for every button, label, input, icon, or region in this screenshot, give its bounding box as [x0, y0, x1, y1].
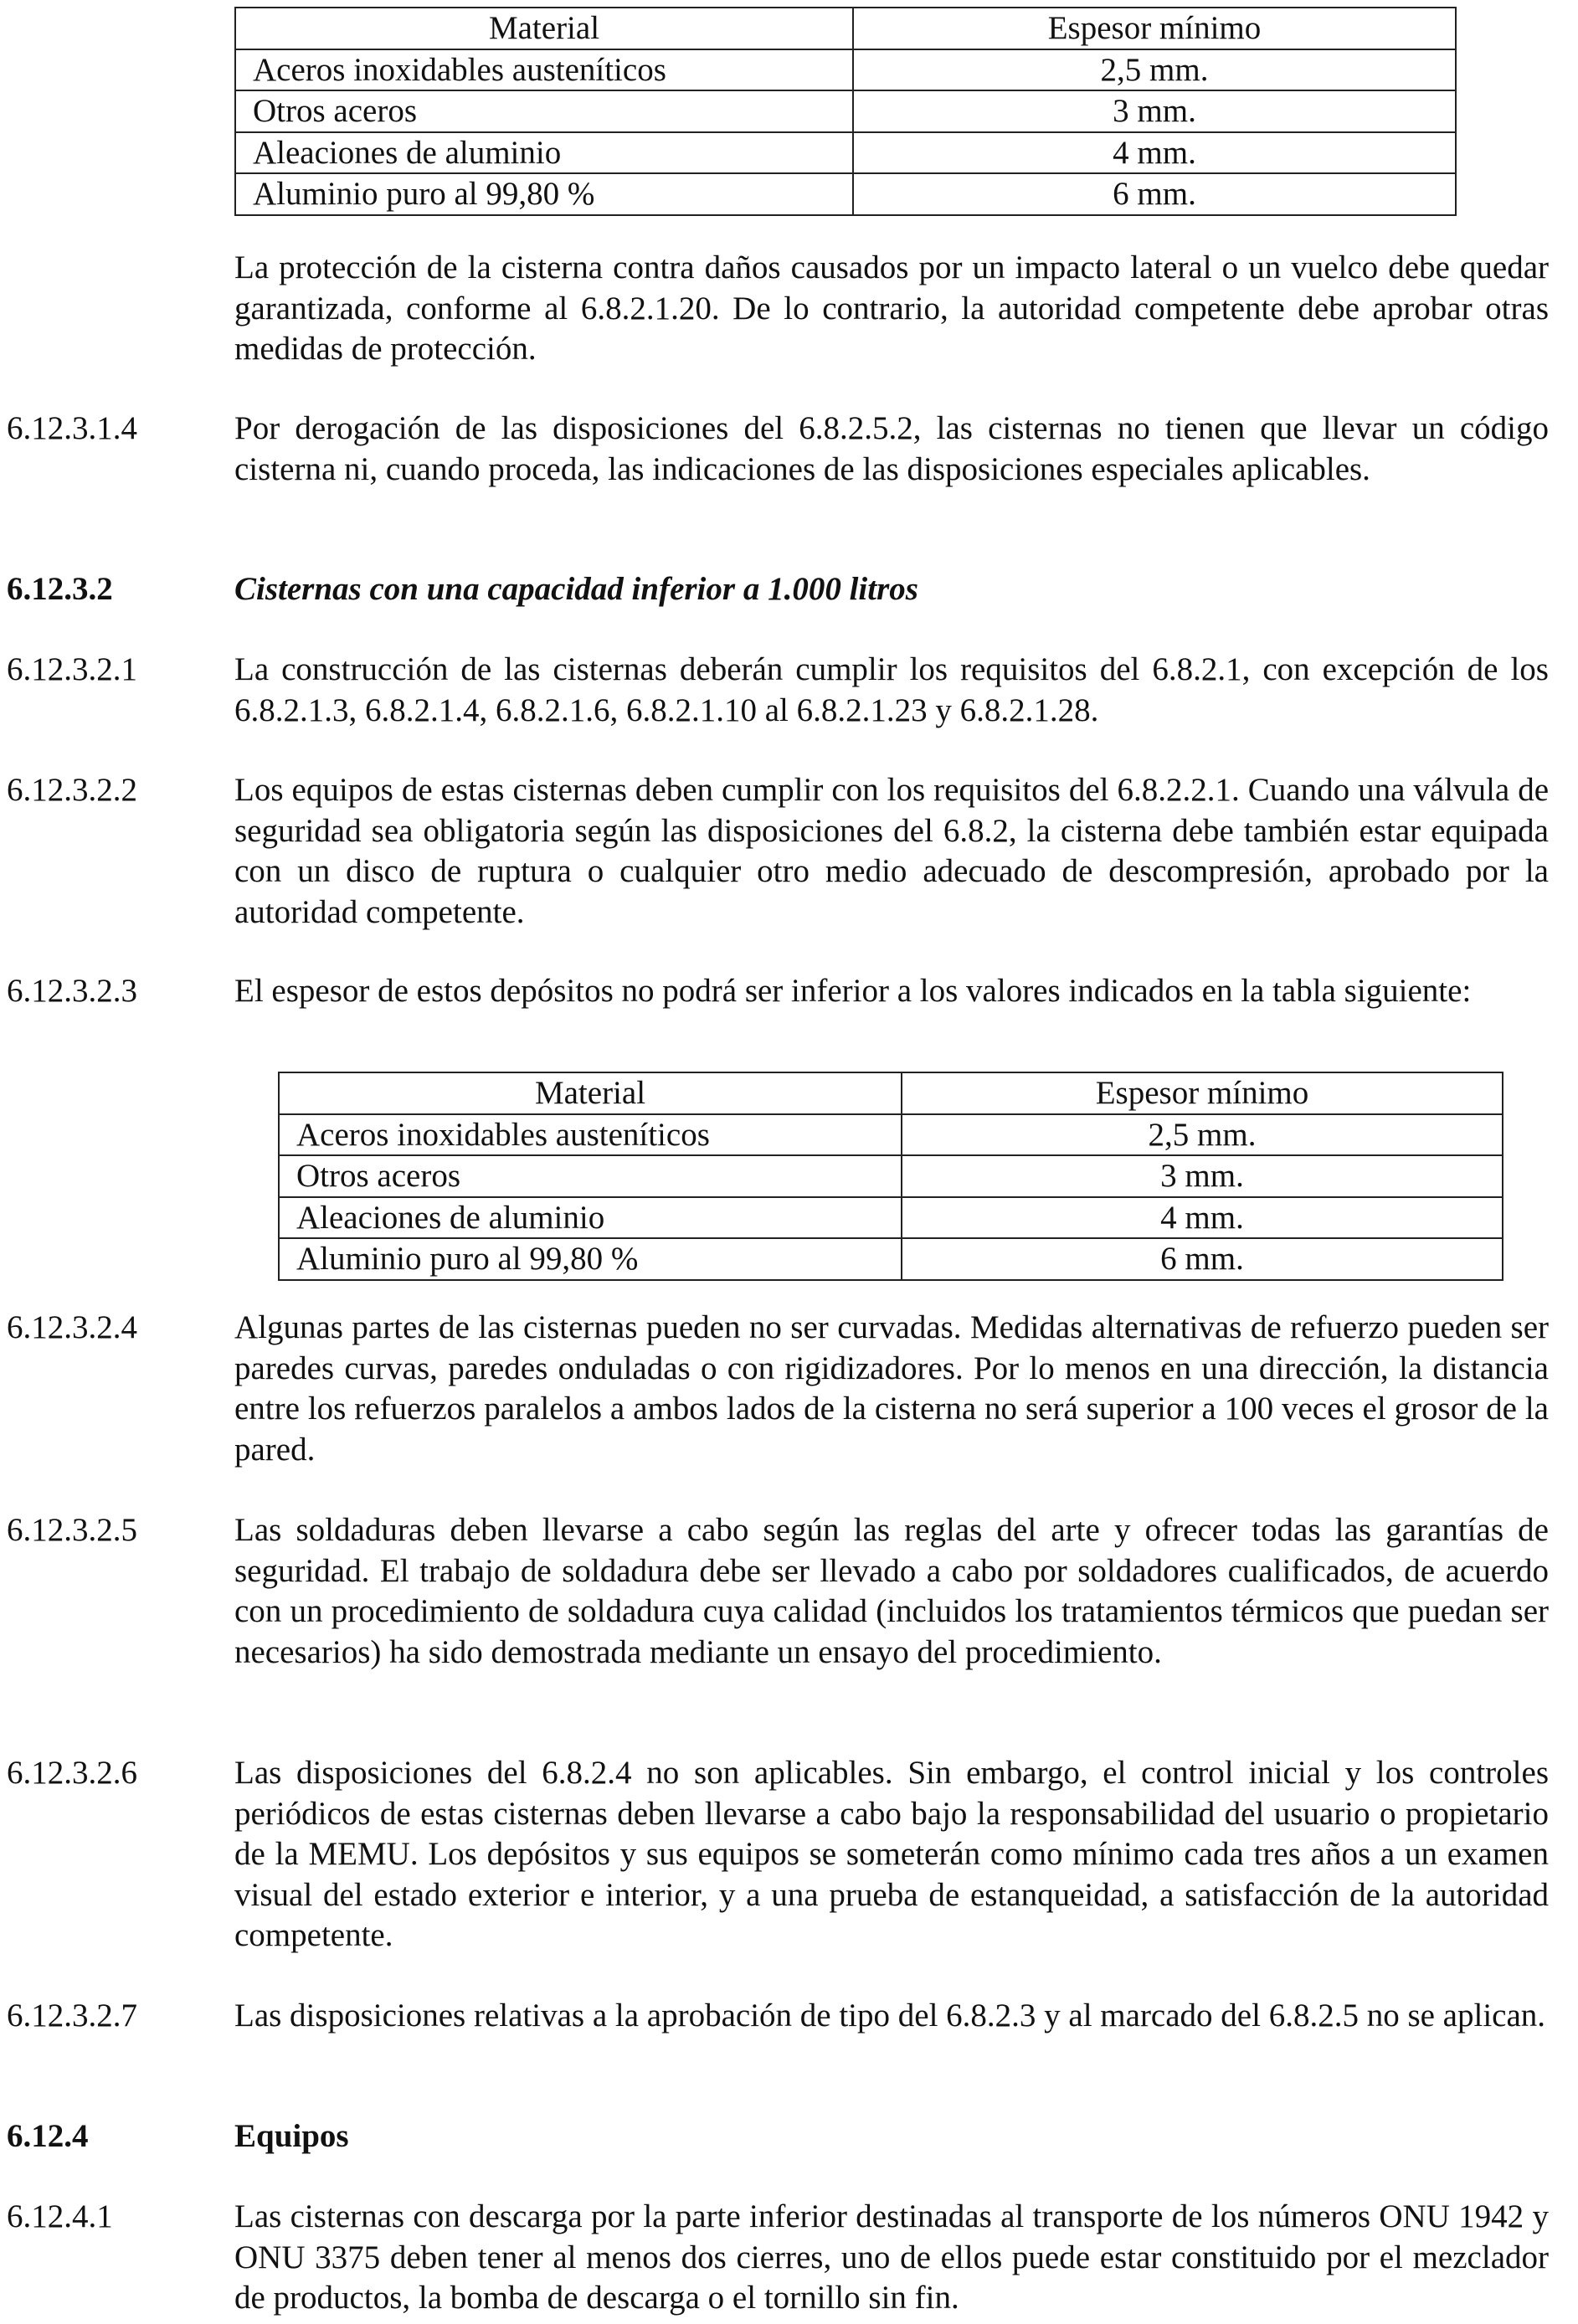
- paragraph-text: Las disposiciones del 6.8.2.4 no son aplicables. Sin embargo, el control inicial y los controles periódicos de estas cisternas deben llevarse a cabo bajo la responsabilidad del usuario o propietario de la MEMU. Los depósitos y sus equipos se someterán como mínimo cada tres años a un examen visual del estado exterior e interior, y a una prueba de estanqueidad, a satisfacción de la autoridad competente.: [234, 1755, 1549, 1953]
- table-header-cell: Espesor mínimo: [853, 8, 1456, 49]
- table-cell: Aceros inoxidables austeníticos: [235, 49, 853, 91]
- table-header-cell: Material: [279, 1072, 902, 1114]
- table-cell: Aleaciones de aluminio: [235, 132, 853, 174]
- section-number: 6.12.3.2.1: [7, 651, 137, 687]
- paragraph-text: Las cisternas con descarga por la parte inferior destinadas al transporte de los números ONU 1942 y ONU 3375 deben tener al menos dos cierres, uno de ellos puede estar constituido por el mezclador de productos, la bomba de descarga o el tornillo sin fin.: [234, 2198, 1549, 2316]
- section-title: Cisternas con una capacidad inferior a 1.000 litros: [234, 571, 918, 607]
- table-cell: Aleaciones de aluminio: [279, 1197, 902, 1239]
- table-row: [235, 49, 1456, 91]
- section-number: 6.12.3.2.7: [7, 1998, 137, 2034]
- table-row: [279, 1114, 1503, 1156]
- table-cell: Otros aceros: [235, 90, 853, 132]
- table-row: [279, 1155, 1503, 1197]
- section-title: Equipos: [234, 2118, 349, 2154]
- table-cell: Aceros inoxidables austeníticos: [279, 1114, 902, 1156]
- table-cell: 3 mm.: [853, 90, 1456, 132]
- section-number: 6.12.3.2.3: [7, 973, 137, 1009]
- section-number: 6.12.3.2.5: [7, 1512, 137, 1548]
- table-cell: 6 mm.: [902, 1238, 1503, 1280]
- paragraph-text: Las disposiciones relativas a la aprobación de tipo del 6.8.2.3 y al marcado del 6.8.2.5 no se aplican.: [234, 1998, 1546, 2034]
- paragraph-text: Por derogación de las disposiciones del 6.8.2.5.2, las cisternas no tienen que llevar un código cisterna ni, cuando proceda, las indicaciones de las disposiciones especiales aplicables.: [234, 410, 1549, 487]
- table-row: [235, 173, 1456, 215]
- table-cell: Aluminio puro al 99,80 %: [235, 173, 853, 215]
- table-row: [235, 90, 1456, 132]
- table-cell: 3 mm.: [902, 1155, 1503, 1197]
- section-number: 6.12.3.1.4: [7, 410, 137, 446]
- table-row: [279, 1197, 1503, 1239]
- paragraph-text: El espesor de estos depósitos no podrá ser inferior a los valores indicados en la tabla siguiente:: [234, 973, 1472, 1009]
- table-cell: 2,5 mm.: [853, 49, 1456, 91]
- table-header-cell: Espesor mínimo: [902, 1072, 1503, 1114]
- table-header-cell: Material: [235, 8, 853, 49]
- table-row: [235, 132, 1456, 174]
- paragraph-text: La construcción de las cisternas deberán cumplir los requisitos del 6.8.2.1, con excepción de los 6.8.2.1.3, 6.8.2.1.4, 6.8.2.1.6, 6.8.2.1.10 al 6.8.2.1.23 y 6.8.2.1.28.: [234, 651, 1549, 728]
- thickness-table-bottom: [278, 1072, 1503, 1281]
- section-number: 6.12.4: [7, 2118, 89, 2154]
- paragraph-text: Algunas partes de las cisternas pueden no ser curvadas. Medidas alternativas de refuerzo pueden ser paredes curvas, paredes onduladas o con rigidizadores. Por lo menos en una dirección, la distancia entre los refuerzos paralelos a ambos lados de la cisterna no será superior a 100 veces el grosor de la pared.: [234, 1309, 1549, 1468]
- table-header-row: [235, 8, 1456, 49]
- table-row: [279, 1238, 1503, 1280]
- section-number: 6.12.3.2.4: [7, 1309, 137, 1345]
- table-cell: 6 mm.: [853, 173, 1456, 215]
- table-cell: Aluminio puro al 99,80 %: [279, 1238, 902, 1280]
- paragraph-text: Las soldaduras deben llevarse a cabo según las reglas del arte y ofrecer todas las garantías de seguridad. El trabajo de soldadura debe ser llevado a cabo por soldadores cualificados, de acuerdo con un procedimiento de soldadura cuya calidad (incluidos los tratamientos térmicos que puedan ser necesarios) ha sido demostrada mediante un ensayo del procedimiento.: [234, 1512, 1549, 1670]
- section-number: 6.12.3.2.2: [7, 772, 137, 808]
- paragraph-text: La protección de la cisterna contra daños causados por un impacto lateral o un vuelco debe quedar garantizada, conforme al 6.8.2.1.20. De lo contrario, la autoridad competente debe aprobar otras medidas de protección.: [234, 249, 1549, 367]
- paragraph-text: Los equipos de estas cisternas deben cumplir con los requisitos del 6.8.2.2.1. Cuando una válvula de seguridad sea obligatoria según las disposiciones del 6.8.2, la cisterna debe también estar equipada con un disco de ruptura o cualquier otro medio adecuado de descompresión, aprobado por la autoridad competente.: [234, 772, 1549, 930]
- section-number: 6.12.3.2.6: [7, 1755, 137, 1791]
- table-header-row: [279, 1072, 1503, 1114]
- table-cell: 2,5 mm.: [902, 1114, 1503, 1156]
- table-cell: Otros aceros: [279, 1155, 902, 1197]
- section-number: 6.12.3.2: [7, 571, 113, 607]
- section-number: 6.12.4.1: [7, 2198, 113, 2234]
- thickness-table-top: [234, 7, 1457, 216]
- table-cell: 4 mm.: [853, 132, 1456, 174]
- table-cell: 4 mm.: [902, 1197, 1503, 1239]
